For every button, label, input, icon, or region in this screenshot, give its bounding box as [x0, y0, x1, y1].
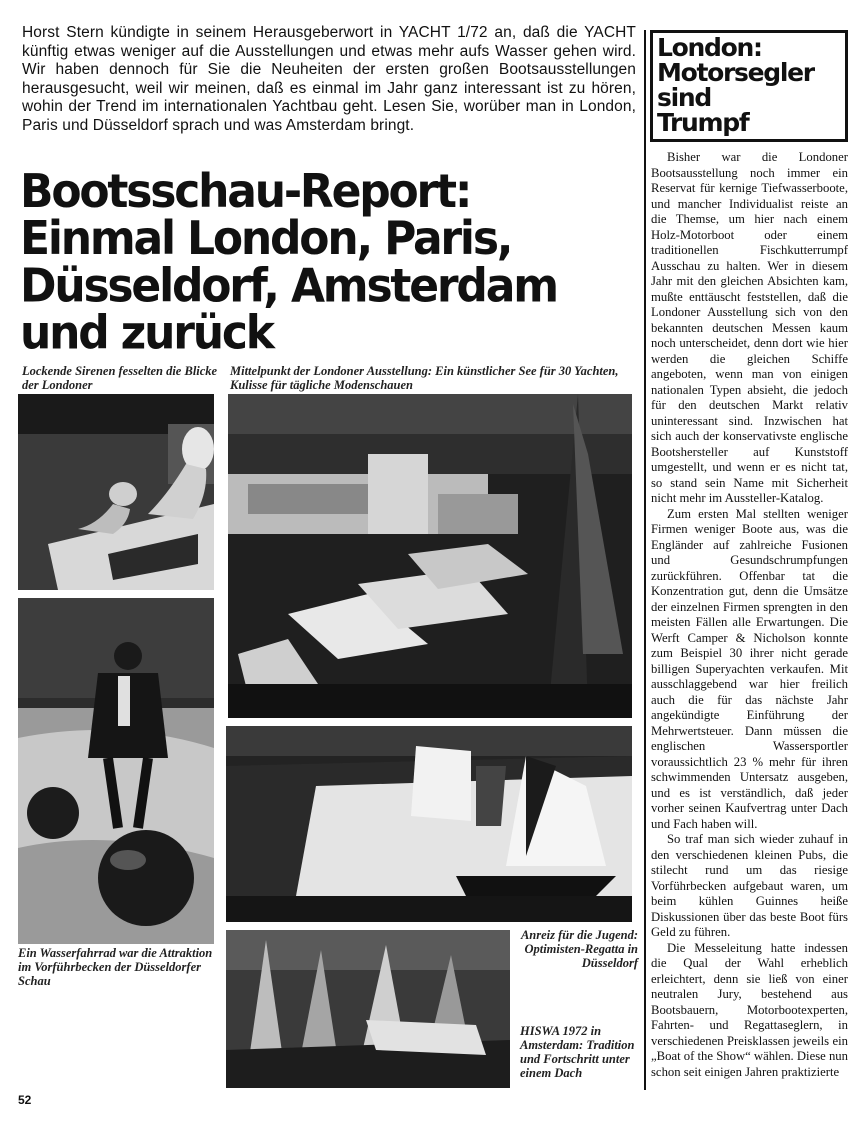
intro-paragraph: Horst Stern kündigte in seinem Herausgeberwort in YACHT 1/72 an, daß die YACHT künftig etwas weniger auf die Ausstellungen und etwas mehr aufs Wasser gehen wird. Wir haben dennoch für Sie die Neuheiten der ersten großen Bootsausstellungen herausgesucht, weil wir meinen, daß es einmal im Jahr ganz interessant ist zu hören, wohin der Trend im internationalen Yachtbau geht. Lesen Sie, worüber man in London, Paris und Düsseldorf sprach und was Amsterdam bringt. — [22, 24, 636, 134]
column-divider — [644, 30, 646, 1090]
caption-optimist: Anreiz für die Jugend: Optimisten-Regatta in Düsseldorf — [520, 928, 638, 970]
headline-line: Düsseldorf, Amsterdam — [20, 259, 557, 313]
caption-sirens: Lockende Sirenen fesselten die Blicke der Londoner — [22, 364, 218, 392]
main-headline — [20, 164, 630, 361]
sidebar-headline-box — [650, 30, 848, 142]
photo-optimist-regatta — [226, 726, 632, 922]
caption-hiswa: HISWA 1972 in Amsterdam: Tradition und Fortschritt unter einem Dach — [520, 1024, 635, 1080]
sidebar-headline — [657, 35, 841, 135]
photo-hiswa — [226, 930, 510, 1088]
headline-line: und zurück — [20, 306, 273, 361]
sidebar-headline-line: sind — [657, 83, 711, 112]
headline-line: Bootsschau-Report: — [20, 164, 471, 219]
headline-line: Einmal London, Paris, — [20, 212, 512, 266]
article-paragraph: Zum ersten Mal stellten weniger Firmen weniger Boote aus, was die Engländer auf zahlreiche Fusionen und Gesundschrumpfungen zurückführen. Offenbar tat die Konzentration gut, denn die Umsätze der einzelnen Firmen sprengten in den meisten Fällen alle Erwartungen. Die Werft Camper & Nicholson konnte zum Beispiel 30 ihrer nicht gerade billigen Superyachten verkaufen. Mit ausschlaggebend war hier freilich auch die für das nächste Jahr angekündigte Einführung der Mehrwertsteuer. Dann müssen die englischen Wassersportler voraussichtlich 23 % mehr für ihren schwimmenden Untersatz ausgeben, und es ist verständlich, daß jeder vorher seinen Kaufvertrag unter Dach und Fach haben will. — [651, 506, 848, 831]
article-paragraph: Die Messeleitung hatte indessen die Qual der Wahl erheblich erleichtert, denn sie ließ von einer neutralen Jury, bestehend aus Bootsbauern, Motorbootexperten, Fahrten- und Regattaseglern, in verschiedenen Preisklassen jeweils ein „Boat of the Show“ wählen. Diese nun schon seit einigen Jahren praktizierte — [651, 940, 848, 1079]
photo-london-lake — [228, 394, 632, 718]
sidebar-headline-line: Motorsegler — [657, 58, 814, 87]
photo-sirens — [18, 394, 214, 590]
article-column — [651, 150, 848, 1080]
photo-waterbike — [18, 598, 214, 944]
caption-center: Mittelpunkt der Londoner Ausstellung: Ein künstlicher See für 30 Yachten, Kulisse für tägliche Modenschauen — [230, 364, 619, 392]
caption-waterbike: Ein Wasserfahrrad war die Attraktion im Vorführbecken der Düsseldorfer Schau — [18, 946, 213, 988]
article-paragraph: Bisher war die Londoner Bootsausstellung noch immer ein Reservat für kernige Tiefwasserboote, und mancher Individualist reiste an die Themse, um hier nach einem Holz-Motorboot oder einem traditionellen Fischkutterrumpf Ausschau zu halten. Wer in diesem Jahr mit den gleichen Absichten kam, mußte enttäuscht feststellen, daß die Londoner Ausstellung sich von den bekannten deutschen Messen kaum noch unterscheidet, denn dort wie hier werden die gleichen Schiffe angeboten, wenn man von einigen nationalen Typen absieht, die jedoch für den deutschen Markt relativ uninteressant sind. Inzwischen hat sich auch der konservativste englische Bootshersteller auf Kunststoff umgestellt, und wenn er es nicht tat, so stand sein Name mit Sicherheit nicht mehr im Aussteller-Katalog. — [651, 150, 848, 505]
sidebar-headline-line: Trumpf — [657, 108, 749, 137]
article-paragraph: So traf man sich wieder zuhauf in den verschiedenen kleinen Pubs, die stilecht rund um das riesige Vorführbecken aufgebaut waren, um beim kühlen Guinnes heiße Diskussionen über das beste Boot fürs Geld zu führen. — [651, 832, 848, 939]
page-number: 52 — [18, 1093, 32, 1107]
sidebar-headline-line: London: — [657, 33, 762, 62]
